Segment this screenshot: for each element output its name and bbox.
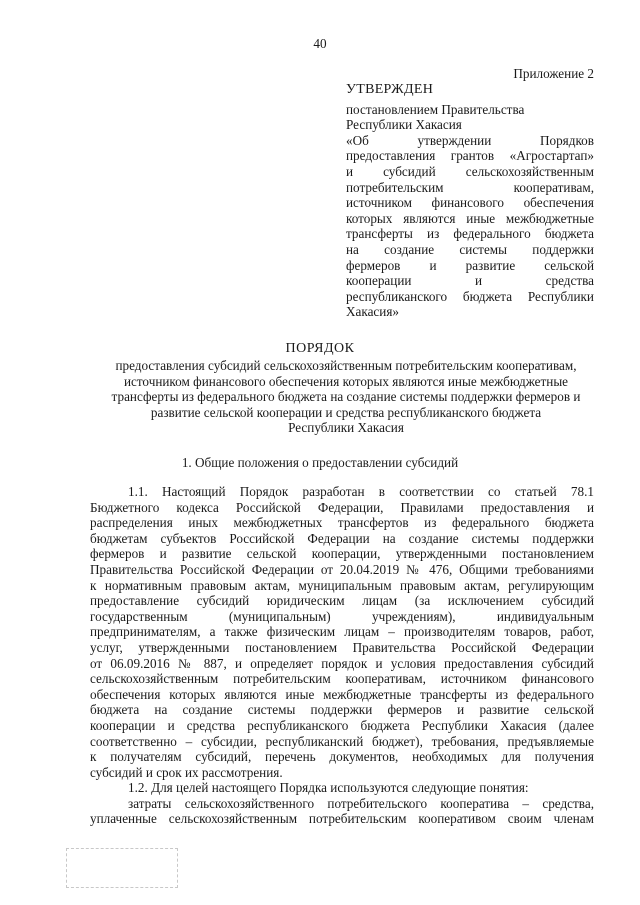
body-line: соответственно – субсидии, республиканский бюджет), требования, предъявляемые bbox=[90, 733, 594, 749]
subtitle-line: развитие сельской кооперации и средства республиканского бюджета bbox=[150, 404, 542, 420]
body-line: предоставление субсидий юридическим лицам (за исключением субсидий bbox=[90, 593, 594, 609]
approval-stamp: УТВЕРЖДЕН bbox=[346, 82, 434, 97]
body-text bbox=[90, 484, 594, 827]
approval-line: фермеров и развитие сельской bbox=[346, 257, 594, 273]
section-title: 1. Общие положения о предоставлении субсидий bbox=[181, 455, 459, 470]
body-line: бюджетам субъектов Российской Федерации на создание системы поддержки bbox=[90, 530, 594, 546]
document-heading: ПОРЯДОК bbox=[285, 341, 355, 356]
body-line: предпринимателям, а также физическим лицам – производителям товаров, работ, bbox=[90, 624, 594, 640]
approval-line: потребительским кооперативам, bbox=[346, 179, 594, 195]
approval-line: трансферты из федерального бюджета bbox=[346, 226, 594, 242]
approval-line: источником финансового обеспечения bbox=[346, 195, 594, 211]
body-line: распределения иных межбюджетных трансфертов из федерального бюджета bbox=[90, 515, 594, 531]
body-line: Бюджетного кодекса Российской Федерации, Правилами предоставления и bbox=[90, 499, 594, 515]
approval-block bbox=[346, 82, 594, 320]
body-line: обеспечения которых являются иные межбюджетные трансферты из федерального bbox=[90, 686, 594, 702]
body-line: сельскохозяйственным потребительским кооперативам, источником финансового bbox=[90, 671, 594, 687]
approval-line: республиканского бюджета Республики bbox=[346, 288, 594, 304]
body-line: бюджета на создание системы поддержки фермеров и развитие сельской bbox=[90, 702, 594, 718]
body-line: услуг, утвержденными постановлением Правительства Российской Федерации bbox=[90, 639, 594, 655]
body-line: 1.1. Настоящий Порядок разработан в соответствии со статьей 78.1 bbox=[128, 484, 594, 499]
body-line: от 06.09.2016 № 887, и определяет порядок и условия предоставления субсидий bbox=[90, 655, 594, 671]
body-line: фермеров и развитие сельской кооперации, утвержденными постановлением bbox=[90, 546, 594, 562]
body-line: к получателям субсидий, перечень документов, необходимых для получения bbox=[90, 749, 594, 765]
electronic-signature-stamp bbox=[66, 848, 178, 888]
body-line: уплаченные сельскохозяйственным потребительским кооперативом своим членам bbox=[90, 811, 594, 827]
page-number: 40 bbox=[313, 36, 327, 51]
approval-line: Республики Хакасия bbox=[346, 117, 462, 133]
body-line: 1.2. Для целей настоящего Порядка используются следующие понятия: bbox=[128, 780, 529, 796]
appendix-label: Приложение 2 bbox=[513, 66, 594, 81]
body-line: к нормативным правовым актам, муниципальным правовым актам, регулирующим bbox=[90, 577, 594, 593]
body-line: затраты сельскохозяйственного потребительского кооператива – средства, bbox=[128, 795, 594, 811]
body-line: государственным (муниципальным) учреждениям), индивидуальным bbox=[90, 608, 594, 624]
approval-line: Хакасия» bbox=[346, 304, 400, 320]
approval-line: постановлением Правительства bbox=[346, 101, 525, 117]
body-line: субсидий и срок их рассмотрения. bbox=[90, 764, 283, 780]
approval-line: кооперации и средства bbox=[346, 273, 594, 289]
body-line: кооперации и средства республиканского бюджета Республики Хакасия (далее bbox=[90, 717, 594, 733]
document-subtitle bbox=[96, 358, 596, 436]
subtitle-line: Республики Хакасия bbox=[288, 420, 404, 436]
body-line: Правительства Российской Федерации от 20.04.2019 № 476, Общими требованиями bbox=[90, 561, 594, 577]
subtitle-line: трансферты из федерального бюджета на создание системы поддержки фермеров и bbox=[111, 389, 581, 405]
approval-line: предоставления грантов «Агростартап» bbox=[346, 148, 594, 164]
approval-line: «Об утверждении Порядков bbox=[346, 132, 594, 148]
approval-line: на создание системы поддержки bbox=[346, 241, 594, 257]
subtitle-line: источником финансового обеспечения которых являются иные межбюджетные bbox=[123, 373, 569, 389]
approval-line: которых являются иные межбюджетные bbox=[346, 210, 594, 226]
approval-line: и субсидий сельскохозяйственным bbox=[346, 163, 594, 179]
subtitle-line: предоставления субсидий сельскохозяйственным потребительским кооперативам, bbox=[115, 358, 577, 373]
